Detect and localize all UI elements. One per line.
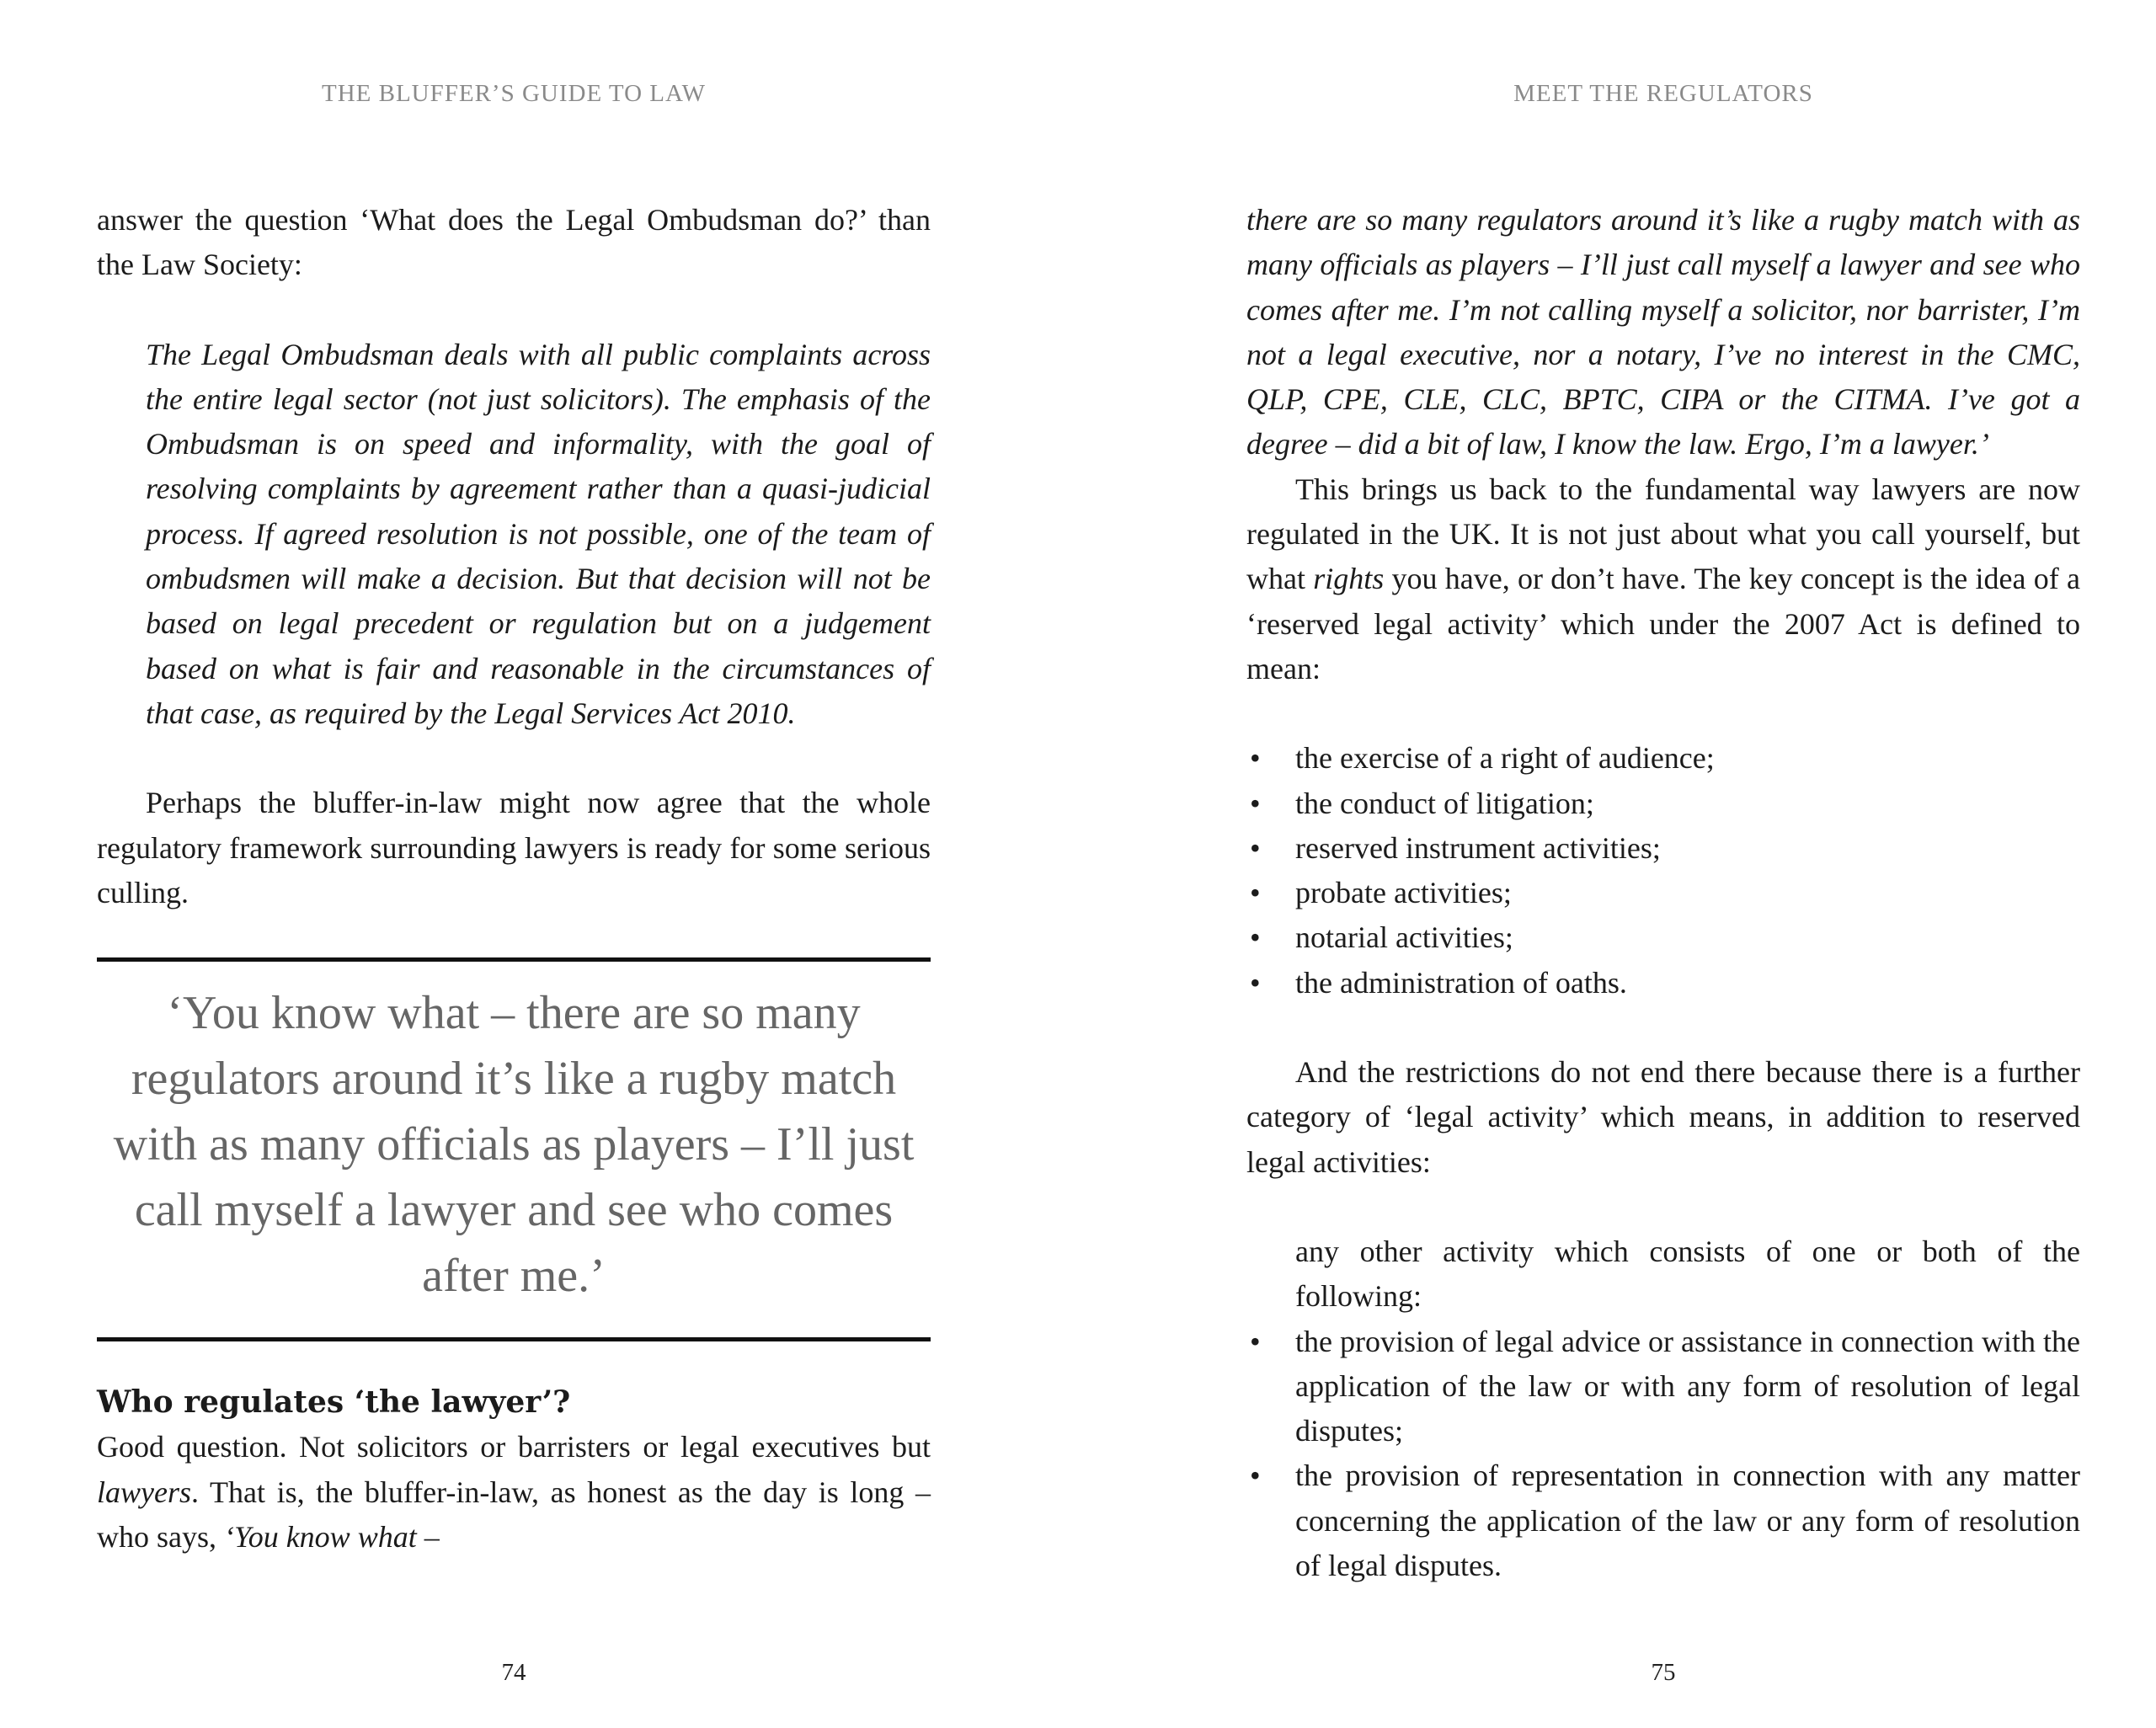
paragraph-culling: Perhaps the bluffer-in-law might now agree that the whole regulatory framework surrounding lawyers is ready for some serious culling. [97,786,931,909]
ombudsman-quote: The Legal Ombudsman deals with all public complaints across the entire legal sector (not just solicitors). The emphasis of the Ombudsman is on speed and informality, with the goal of resolving complaints by agreement rather than a quasi-judicial process. If agreed resolution is not possible, one of the team of ombudsmen will make a decision. But that decision will not be based on legal precedent or regulation but on a judgement based on what is fair and reasonable in the circumstances of that case, as required by the Legal Services Act 2010. [146,337,931,730]
quote-continuation: there are so many regulators around it’s like a rugby match with as many officials as players – I’ll just call myself a lawyer and see who comes after me. I’m not calling myself a solicitor, nor barrister, I’m not a legal executive, nor a notary, I’ve no interest in the CMC, QLP, CPE, CLE, CLC, BPTC, CIPA or the CITMA. I’ve got a degree – did a bit of law, I know the law. Ergo, I’m a lawyer.’ [1246,203,2080,461]
emphasis-rights: rights [1313,562,1385,596]
running-head-left: THE BLUFFER’S GUIDE TO LAW [322,80,706,107]
text-run: Good question. Not solicitors or barristers or legal executives but [97,1430,931,1464]
list-item: • the provision of legal advice or assistance in connection with the application of the law or with any form of resolution of legal disputes; [1246,1320,2080,1454]
page-number-right: 75 [1651,1659,1676,1686]
text-run: This brings us back to the fundamental way lawyers are now regulated in the UK. It is not just about what you call yourself, but what [1246,472,2080,596]
list-item: • the exercise of a right of audience; [1246,736,2080,781]
list-item: • probate activities; [1246,871,2080,915]
subheading: Who regulates ‘the lawyer’? [97,1384,571,1421]
right-body [1246,198,2080,1588]
page-number-left: 74 [501,1659,526,1686]
left-page [97,0,931,1728]
paragraph-intro: answer the question ‘What does the Legal Ombudsman do?’ than the Law Society: [97,203,931,282]
paragraph-other-activity: any other activity which consists of one or both of the following: [1295,1234,2080,1314]
list-item: • the conduct of litigation; [1246,781,2080,826]
list-item: • the provision of representation in connection with any matter concerning the application of the law or any form of resolution of legal disputes. [1246,1453,2080,1588]
left-body [97,198,931,1560]
legal-activities-list [1246,1320,2080,1589]
reserved-activities-list [1246,736,2080,1005]
right-page [1246,0,2080,1728]
emphasis-quote-start: ‘You know what – [224,1520,440,1555]
paragraph-key-concept [1246,467,2080,691]
list-item: • notarial activities; [1246,915,2080,960]
text-run: you have, or don’t have. The key concept is the idea of a ‘reserved legal activity’ which under the 2007 Act is defined to mean: [1246,562,2080,685]
paragraph-restrictions: And the restrictions do not end there because there is a further category of ‘legal activity’ which means, in addition to reserved legal activities: [1246,1055,2080,1179]
list-item: • reserved instrument activities; [1246,826,2080,871]
emphasis-lawyers: lawyers [97,1475,191,1509]
pull-quote: ‘You know what – there are so many regulators around it’s like a rugby match with as many officials as players – I’ll just call myself a lawyer and see who comes after me.’ [97,957,931,1341]
text-run: . That is, the bluffer-in-law, as honest as the day is long – who says, [97,1475,931,1555]
list-item: • the administration of oaths. [1246,961,2080,1005]
running-head-right: MEET THE REGULATORS [1513,80,1813,107]
paragraph-who-regulates [97,1425,931,1560]
